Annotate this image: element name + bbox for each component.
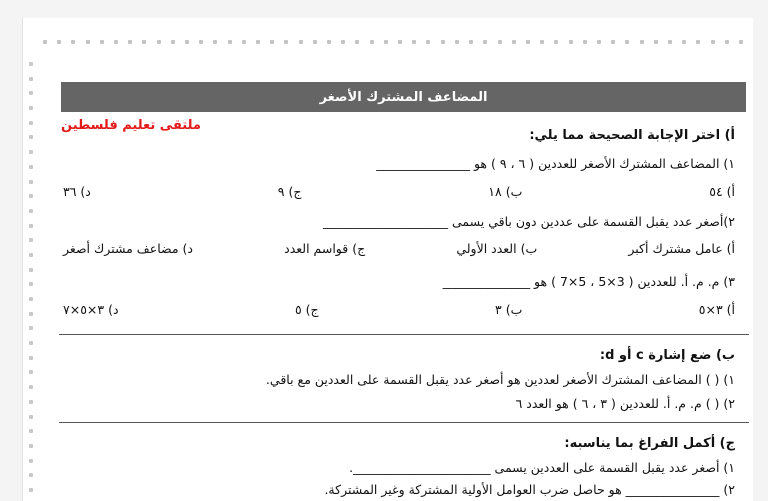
q1-option-b: ب) ١٨	[488, 184, 523, 199]
divider-1	[59, 334, 749, 335]
q1-option-a: أ) ٥٤	[709, 184, 735, 199]
q2-option-d: د) مضاعف مشترك أصغر	[63, 241, 193, 256]
q1-option-c: ج) ٩	[277, 184, 302, 199]
statement-c-2: ٢) _______________ هو حاصل ضرب العوامل الأولية المشتركة وغير المشتركة.	[324, 482, 735, 497]
statement-b-1: ١) ( ) المضاعف المشترك الأصغر لعددين هو أصغر عدد يقبل القسمة على العددين مع باقي.	[265, 372, 735, 387]
statement-b-2: ٢) ( ) م. م. أ. للعددين ( ٣ ، ٦ ) هو العدد ٦	[515, 396, 735, 411]
watermark-label: ملتقى تعليم فلسطين	[61, 118, 201, 133]
page-title: المضاعف المشترك الأصغر	[61, 82, 746, 112]
section-b-heading: ب) ضع إشارة c أو d:	[599, 348, 735, 363]
q1-option-d: د) ٣٦	[63, 184, 91, 199]
worksheet-page	[22, 18, 753, 501]
divider-2	[59, 422, 749, 423]
q3-option-d: د) ٣×٥×٧	[63, 302, 119, 317]
perforation-left	[29, 62, 35, 492]
q3-option-b: ب) ٣	[495, 302, 523, 317]
question-1: ١) المضاعف المشترك الأصغر للعددين ( ٦ ، ٩ ) هو _______________	[376, 156, 735, 171]
q2-option-c: ج) قواسم العدد	[284, 241, 366, 256]
question-3-options	[63, 302, 735, 317]
q2-option-b: ب) العدد الأولي	[456, 241, 538, 256]
question-2-options	[63, 241, 735, 256]
section-c-heading: ج) أكمل الفراغ بما يناسبه:	[564, 436, 735, 451]
q3-option-a: أ) ٣×٥	[698, 302, 735, 317]
question-1-options	[63, 184, 735, 199]
q2-option-a: أ) عامل مشترك أكبر	[628, 241, 735, 256]
q3-option-c: ج) ٥	[294, 302, 319, 317]
perforation-top	[43, 40, 743, 50]
question-2: ٢)أصغر عدد يقبل القسمة على عددين دون باقي يسمى ____________________	[322, 214, 735, 229]
question-3: ٣) م. م. أ. للعددين ( 3×5 ، 5×7 ) هو ______________	[442, 274, 735, 289]
statement-c-1: ١) أصغر عدد يقبل القسمة على العددين يسمى ______________________.	[349, 460, 735, 475]
section-a-heading: أ) اختر الإجابة الصحيحة مما يلي:	[529, 128, 735, 143]
